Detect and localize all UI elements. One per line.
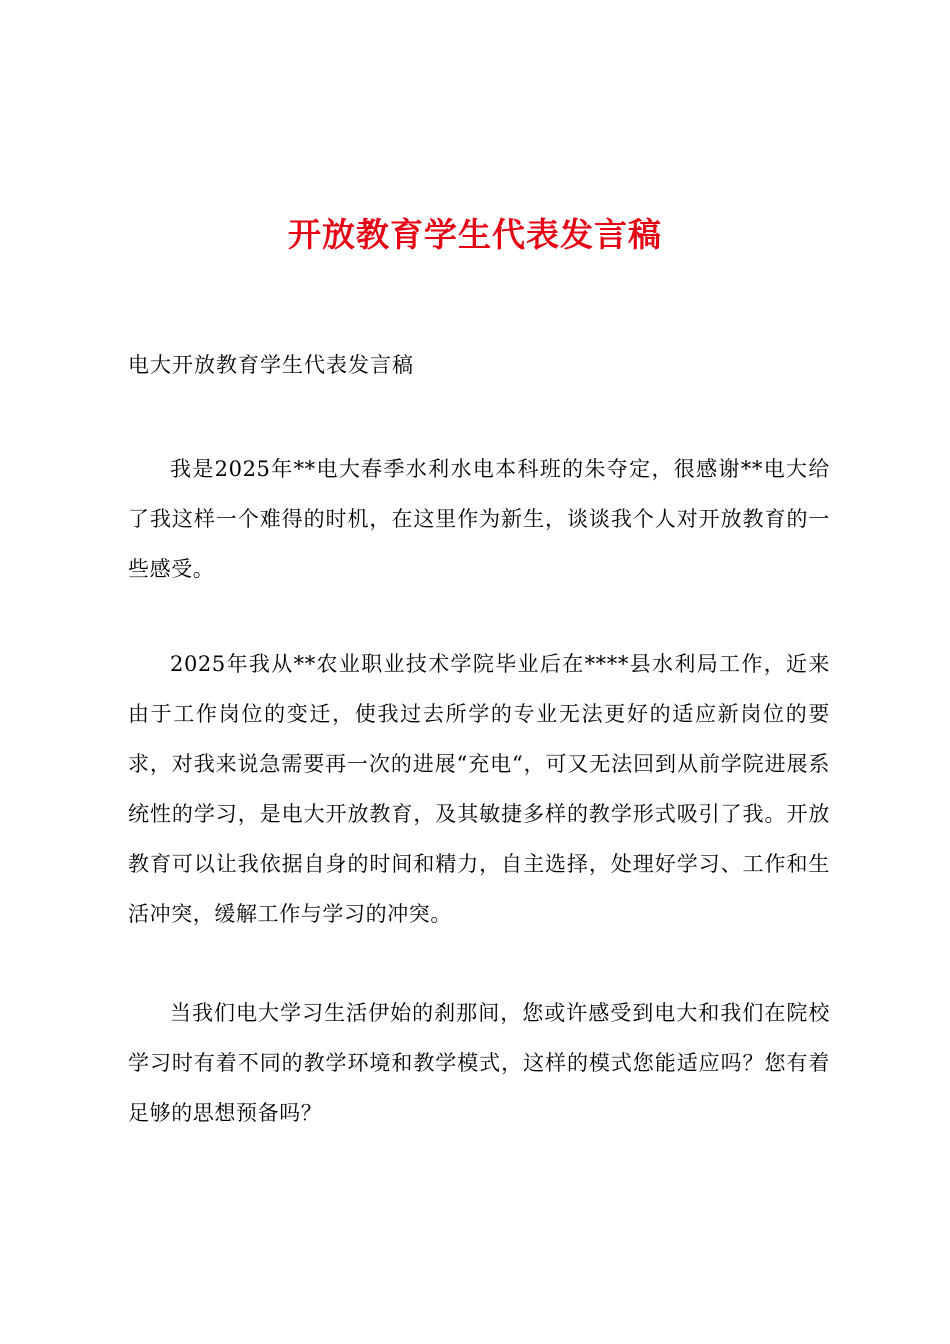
paragraph-1: 我是2025年**电大春季水利水电本科班的朱夺定，很感谢**电大给了我这样一个难得的时机，在这里作为新生，谈谈我个人对开放教育的一些感受。 bbox=[128, 457, 830, 581]
paragraph-2: 2025年我从**农业职业技术学院毕业后在****县水利局工作，近来由于工作岗位的变迁，使我过去所学的专业无法更好的适应新岗位的要求，对我来说急需要再一次的进展“充电“，可又无法回到从前学院进展系统性的学习，是电大开放教育，及其敏捷多样的教学形式吸引了我。开放教育可以让我依据自身的时间和精力，自主选择，处理好学习、工作和生活冲突，缓解工作与学习的冲突。 bbox=[128, 652, 830, 926]
document-title: 开放教育学生代表发言稿 bbox=[288, 215, 662, 254]
document-subtitle: 电大开放教育学生代表发言稿 bbox=[128, 353, 414, 377]
paragraph-3: 当我们电大学习生活伊始的刹那间，您或许感受到电大和我们在院校学习时有着不同的教学环境和教学模式，这样的模式您能适应吗？您有着足够的思想预备吗？ bbox=[128, 1001, 830, 1125]
